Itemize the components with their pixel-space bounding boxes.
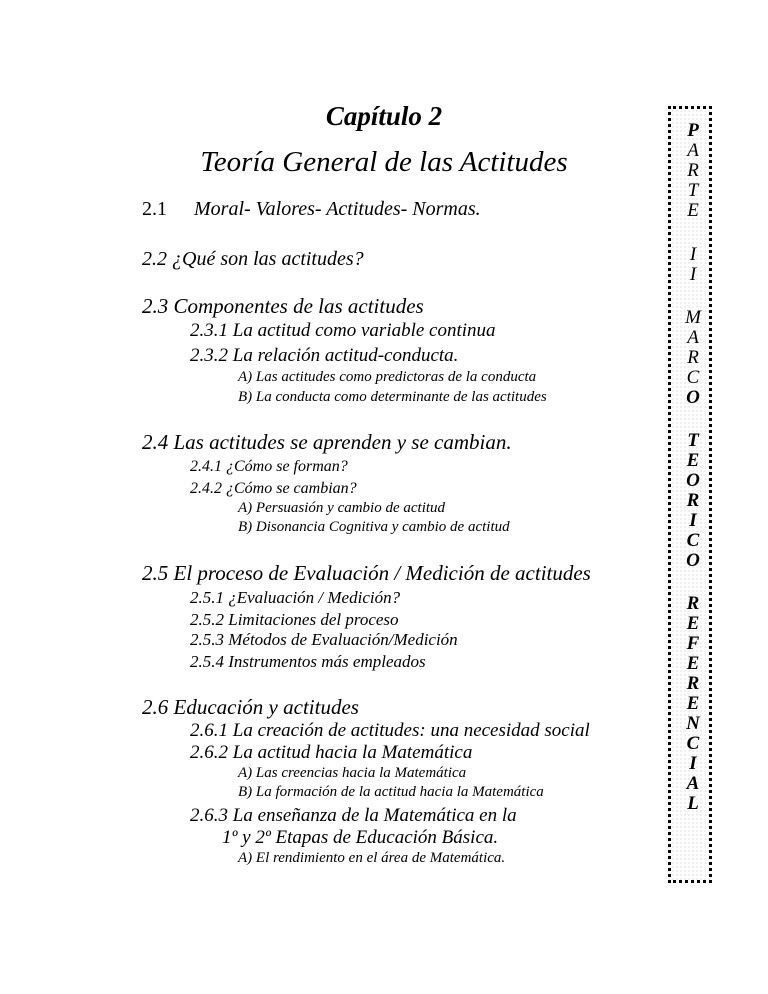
banner-letter: E [686,653,700,674]
banner-letter: A [687,140,699,161]
toc-item-2-6-2: 2.6.2 La actitud hacia la Matemática [190,742,473,763]
banner-letter: E [686,450,700,471]
toc-item-2-6-3-a: A) El rendimiento en el área de Matemática. [238,850,506,866]
banner-letter: R [686,673,700,694]
toc-item-2-4-2: 2.4.2 ¿Cómo se cambian? [190,480,357,497]
chapter-heading: Capítulo 2 [325,101,443,131]
toc-item-2-6: 2.6 Educación y actitudes [142,695,359,719]
banner-letter: P [687,120,699,141]
toc-item-2-2: 2.2 ¿Qué son las actitudes? [142,248,364,270]
banner-letter: A [687,327,699,348]
banner-letter: C [686,733,700,754]
toc-item-2-3-2-a: A) Las actitudes como predictoras de la conducta [238,369,537,385]
banner-letter: E [686,613,700,634]
toc-item-2-4-1: 2.4.1 ¿Cómo se forman? [190,458,348,475]
banner-letter: N [686,713,700,734]
banner-letter: T [687,430,699,451]
banner-letter: M [685,307,701,328]
page-title: Teoría General de las Actitudes [200,146,568,178]
toc-item-2-5-1: 2.5.1 ¿Evaluación / Medición? [190,588,401,607]
toc-item-2-6-2-b: B) La formación de la actitud hacia la Matemática [238,784,544,800]
toc-item-2-3: 2.3 Componentes de las actitudes [142,294,424,318]
toc-item-2-5-3: 2.5.3 Métodos de Evaluación/Medición [190,630,458,649]
toc-item-2-4-2-b: B) Disonancia Cognitiva y cambio de actitud [238,519,510,535]
banner-letter: C [686,530,700,551]
banner-letter: O [686,550,700,571]
banner-letter: L [687,793,699,814]
banner-letter: T [687,180,699,201]
banner-letter: R [686,490,700,511]
banner-letter: E [686,693,700,714]
toc-item-2-4: 2.4 Las actitudes se aprenden y se cambian. [142,430,512,454]
vertical-section-banner [668,106,712,883]
toc-item-2-3-1: 2.3.1 La actitud como variable continua [190,320,496,341]
toc-item-2-5-4: 2.5.4 Instrumentos más empleados [190,652,426,671]
banner-letter: R [686,593,700,614]
banner-letter: O [686,470,700,491]
toc-item-2-3-2: 2.3.2 La relación actitud-conducta. [190,345,459,366]
banner-letter: I [689,244,697,265]
toc-item-2-6-2-a: A) Las creencias hacia la Matemática [238,765,467,781]
banner-letter: I [689,753,697,774]
banner-letter: O [686,387,700,408]
toc-item-2-6-3-line2: 1º y 2º Etapas de Educación Básica. [222,827,499,848]
banner-letter: R [687,347,699,368]
banner-letter: C [686,367,700,388]
toc-item-2-1: Moral- Valores- Actitudes- Normas. [194,198,481,220]
banner-letter: F [686,633,700,654]
toc-item-2-5: 2.5 El proceso de Evaluación / Medición de actitudes [142,561,591,585]
toc-item-2-6-3-line1: 2.6.3 La enseñanza de la Matemática en la [190,805,517,826]
banner-letter: I [689,510,697,531]
toc-item-2-3-2-b: B) La conducta como determinante de las actitudes [238,389,547,405]
banner-letter: R [687,160,699,181]
banner-letter: I [689,264,697,285]
toc-number-2-1: 2.1 [142,198,167,220]
toc-item-2-5-2: 2.5.2 Limitaciones del proceso [190,610,399,629]
toc-item-2-4-2-a: A) Persuasión y cambio de actitud [238,500,446,516]
banner-letter: E [687,200,699,221]
banner-letter: A [686,773,700,794]
toc-item-2-6-1: 2.6.1 La creación de actitudes: una necesidad social [190,720,590,741]
